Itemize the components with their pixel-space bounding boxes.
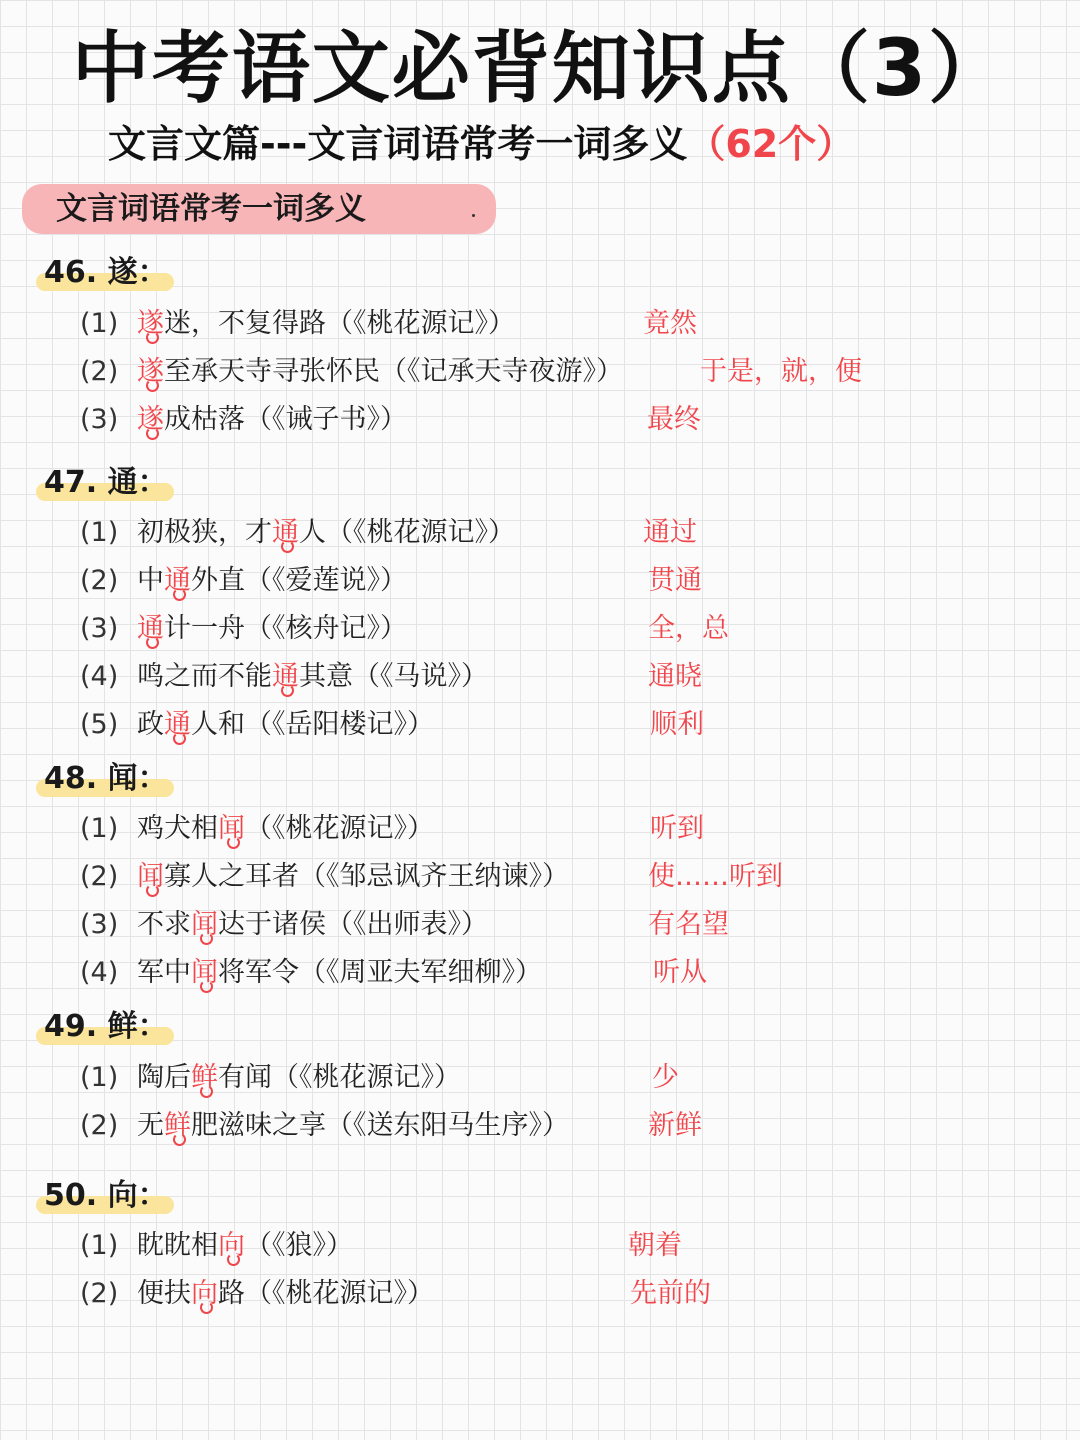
item-sentence: 遂至承天寺寻张怀民（《记承天寺夜游》） — [137, 356, 623, 387]
item-sentence: 军中闻将军令（《周亚夫军细柳》） — [137, 957, 542, 988]
item-meaning: 顺利 — [650, 709, 704, 740]
item-number: (4) — [80, 957, 119, 988]
item-number: (3) — [80, 613, 119, 644]
keyword: 通 — [164, 709, 191, 740]
item-sentence: 鸡犬相闻（《桃花源记》） — [137, 813, 434, 844]
list-item — [0, 1102, 1080, 1150]
list-item — [0, 557, 1080, 605]
item-number: (3) — [80, 909, 119, 940]
item-number: (4) — [80, 661, 119, 692]
item-number: (2) — [80, 565, 119, 596]
keyword: 向 — [191, 1278, 218, 1309]
item-number: (5) — [80, 709, 119, 740]
item-meaning: 使……听到 — [648, 861, 783, 892]
item-number: (1) — [80, 308, 119, 339]
keyword: 通 — [272, 517, 299, 548]
list-item — [0, 1270, 1080, 1318]
keyword: 闻 — [137, 861, 164, 892]
item-meaning: 听到 — [650, 813, 704, 844]
list-item — [0, 1054, 1080, 1102]
item-number: (1) — [80, 813, 119, 844]
list-item — [0, 509, 1080, 557]
item-number: (2) — [80, 861, 119, 892]
item-meaning: 通晓 — [648, 661, 702, 692]
pill-dot — [472, 214, 475, 217]
item-meaning: 全，总 — [648, 613, 729, 644]
keyword: 通 — [164, 565, 191, 596]
list-item — [0, 701, 1080, 749]
item-number: (1) — [80, 1062, 119, 1093]
item-number: (2) — [80, 356, 119, 387]
list-item — [0, 348, 1080, 396]
keyword: 闻 — [191, 909, 218, 940]
item-sentence: 鸣之而不能通其意（《马说》） — [137, 661, 488, 692]
item-sentence: 政通人和（《岳阳楼记》） — [137, 709, 434, 740]
page-title: 中考语文必背知识点（3） — [71, 24, 1009, 114]
keyword: 向 — [218, 1230, 245, 1261]
item-meaning: 竟然 — [643, 308, 697, 339]
list-item — [0, 605, 1080, 653]
item-number: (3) — [80, 404, 119, 435]
item-sentence: 不求闻达于诸侯（《出师表》） — [137, 909, 488, 940]
item-sentence: 初极狭，才通人（《桃花源记》） — [137, 517, 515, 548]
item-sentence: 通计一舟（《核舟记》） — [137, 613, 407, 644]
item-meaning: 少 — [652, 1062, 679, 1093]
item-meaning: 听从 — [653, 957, 707, 988]
item-sentence: 陶后鲜有闻（《桃花源记》） — [137, 1062, 461, 1093]
item-meaning: 朝着 — [628, 1230, 682, 1261]
list-item — [0, 805, 1080, 853]
item-meaning: 于是，就，便 — [700, 356, 862, 387]
item-meaning: 最终 — [647, 404, 701, 435]
keyword: 遂 — [137, 404, 164, 435]
item-meaning: 新鲜 — [648, 1110, 702, 1141]
list-item — [0, 396, 1080, 444]
section-label-pill — [22, 184, 496, 234]
list-item — [0, 853, 1080, 901]
keyword: 鲜 — [164, 1110, 191, 1141]
section-label: 文言词语常考一词多义 — [56, 191, 366, 227]
item-sentence: 眈眈相向（《狼》） — [137, 1230, 353, 1261]
keyword: 闻 — [191, 957, 218, 988]
list-item — [0, 653, 1080, 701]
item-number: (2) — [80, 1278, 119, 1309]
keyword: 鲜 — [191, 1062, 218, 1093]
group-heading: 47. 通： — [36, 460, 168, 506]
group-heading: 48. 闻： — [36, 756, 168, 802]
item-sentence: 遂迷，不复得路（《桃花源记》） — [137, 308, 515, 339]
item-meaning: 通过 — [643, 517, 697, 548]
item-sentence: 便扶向路（《桃花源记》） — [137, 1278, 434, 1309]
subtitle-count: （62个） — [687, 122, 855, 166]
keyword: 通 — [137, 613, 164, 644]
group-heading: 46. 遂： — [36, 250, 168, 296]
item-sentence: 中通外直（《爱莲说》） — [137, 565, 407, 596]
item-number: (1) — [80, 1230, 119, 1261]
item-meaning: 贯通 — [648, 565, 702, 596]
item-number: (2) — [80, 1110, 119, 1141]
list-item — [0, 300, 1080, 348]
list-item — [0, 901, 1080, 949]
keyword: 通 — [272, 661, 299, 692]
keyword: 遂 — [137, 308, 164, 339]
list-item — [0, 949, 1080, 997]
keyword: 遂 — [137, 356, 164, 387]
group-heading: 49. 鲜： — [36, 1004, 168, 1050]
subtitle-text: 文言文篇---文言词语常考一词多义 — [108, 122, 688, 166]
list-item — [0, 1222, 1080, 1270]
item-sentence: 遂成枯落（《诫子书》） — [137, 404, 407, 435]
item-meaning: 有名望 — [648, 909, 729, 940]
item-meaning: 先前的 — [630, 1278, 711, 1309]
item-sentence: 无鲜肥滋味之享（《送东阳马生序》） — [137, 1110, 569, 1141]
group-heading: 50. 向： — [36, 1173, 168, 1219]
page-subtitle — [108, 118, 854, 170]
keyword: 闻 — [218, 813, 245, 844]
item-number: (1) — [80, 517, 119, 548]
item-sentence: 闻寡人之耳者（《邹忌讽齐王纳谏》） — [137, 861, 569, 892]
